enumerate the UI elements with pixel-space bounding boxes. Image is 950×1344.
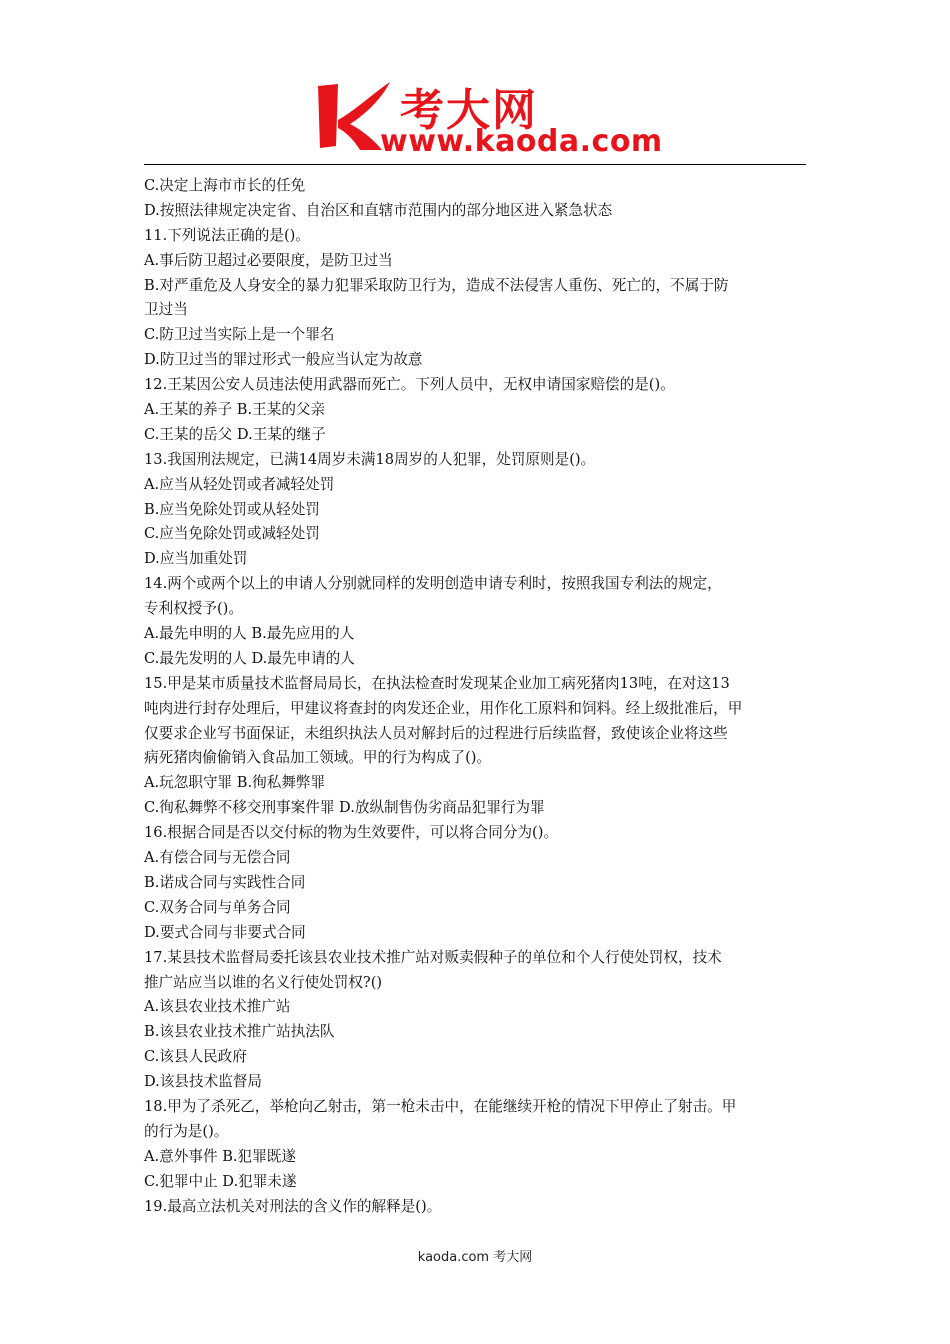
text-line: C.王某的岳父 D.王某的继子 (144, 425, 326, 443)
text-line: A.有偿合同与无偿合同 (144, 849, 291, 867)
text-line: 仅要求企业写书面保证，未组织执法人员对解封后的过程进行后续监督，致使该企业将这些 (144, 724, 728, 742)
text-line: D.按照法律规定决定省、自治区和直辖市范围内的部分地区进入紧急状态 (144, 201, 613, 219)
text-line: D.要式合同与非要式合同 (144, 923, 306, 941)
text-line: D.应当加重处罚 (144, 550, 248, 568)
text-line: C.应当免除处罚或减轻处罚 (144, 525, 320, 543)
text-line: 推广站应当以谁的名义行使处罚权?() (144, 973, 383, 991)
text-line: 病死猪肉偷偷销入食品加工领域。甲的行为构成了()。 (144, 749, 492, 767)
logo-url: www.kaoda.com (380, 124, 663, 159)
text-line: C.决定上海市市长的任免 (144, 177, 306, 194)
text-line: A.该县农业技术推广站 (144, 998, 291, 1016)
text-line: 11.下列说法正确的是()。 (144, 226, 310, 244)
text-line: A.应当从轻处罚或者减轻处罚 (144, 475, 335, 493)
text-line: C.徇私舞弊不移交刑事案件罪 D.放纵制售伪劣商品犯罪行为罪 (144, 799, 545, 817)
text-line: A.意外事件 B.犯罪既遂 (144, 1147, 296, 1165)
text-line: 18.甲为了杀死乙，举枪向乙射击，第一枪未击中，在能继续开枪的情况下甲停止了射击。甲 (144, 1097, 737, 1115)
text-line: A.王某的养子 B.王某的父亲 (144, 401, 326, 419)
text-line: C.该县人民政府 (144, 1048, 247, 1066)
text-line: A.玩忽职守罪 B.徇私舞弊罪 (144, 774, 326, 792)
text-line: 14.两个或两个以上的申请人分别就同样的发明创造申请专利时，按照我国专利法的规定， (144, 575, 722, 593)
text-line: A.事后防卫超过必要限度，是防卫过当 (144, 251, 393, 269)
page-footer: kaoda.com 考大网 (417, 1250, 533, 1265)
kaoda-logo (316, 80, 663, 160)
text-line: B.对严重危及人身安全的暴力犯罪采取防卫行为，造成不法侵害人重伤、死亡的，不属于防 (144, 276, 729, 294)
text-line: B.应当免除处罚或从轻处罚 (144, 500, 320, 518)
text-line: D.防卫过当的罪过形式一般应当认定为故意 (144, 351, 423, 369)
text-line: C.双务合同与单务合同 (144, 898, 291, 916)
text-line: 19.最高立法机关对刑法的含义作的解释是()。 (144, 1197, 442, 1215)
text-line: 吨肉进行封存处理后，甲建议将查封的肉发还企业，用作化工原料和饲料。经上级批准后，甲 (144, 699, 743, 717)
text-line: C.最先发明的人 D.最先申请的人 (144, 649, 355, 667)
text-line: B.该县农业技术推广站执法队 (144, 1023, 335, 1041)
text-line: 17.某县技术监督局委托该县农业技术推广站对贩卖假种子的单位和个人行使处罚权，技术 (144, 948, 722, 966)
text-line: 16.根据合同是否以交付标的物为生效要件，可以将合同分为()。 (144, 824, 559, 842)
header-divider (144, 164, 806, 165)
text-line: B.诺成合同与实践性合同 (144, 873, 306, 891)
text-line: A.最先申明的人 B.最先应用的人 (144, 625, 355, 643)
text-line: C.防卫过当实际上是一个罪名 (144, 326, 335, 344)
text-line: 12.王某因公安人员违法使用武器而死亡。下列人员中，无权申请国家赔偿的是()。 (144, 376, 675, 394)
text-line: C.犯罪中止 D.犯罪未遂 (144, 1172, 297, 1190)
text-line: 13.我国刑法规定，已满14周岁未满18周岁的人犯罪，处罚原则是()。 (144, 450, 596, 468)
text-line: D.该县技术监督局 (144, 1073, 262, 1091)
text-line: 15.甲是某市质量技术监督局局长，在执法检查时发现某企业加工病死猪肉13吨，在对这13 (144, 674, 730, 692)
document-body (144, 174, 814, 1219)
text-line: 卫过当 (144, 301, 188, 319)
text-line: 的行为是()。 (144, 1122, 229, 1140)
logo-chinese-name: 考大网 (400, 85, 538, 136)
text-line: 专利权授予()。 (144, 600, 243, 618)
